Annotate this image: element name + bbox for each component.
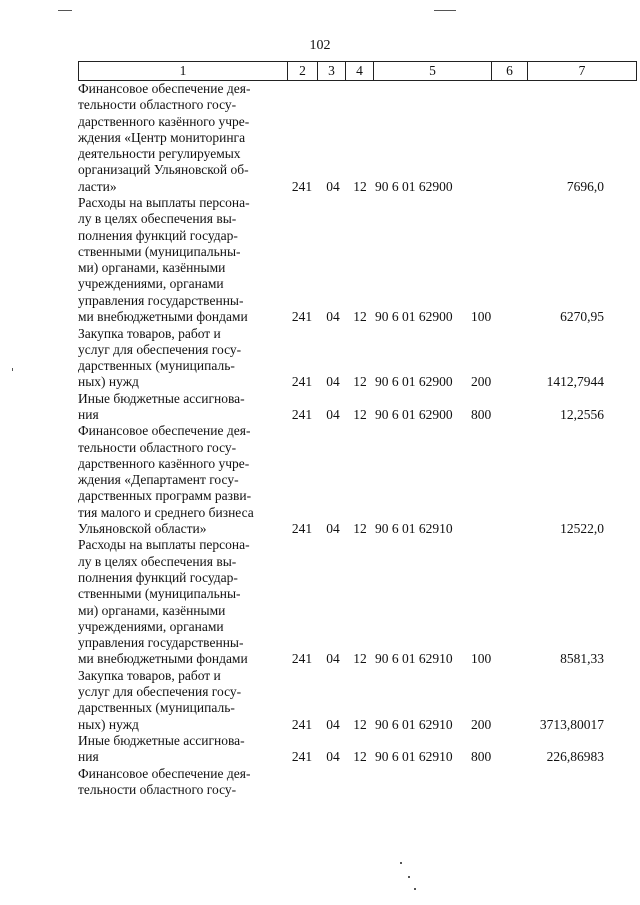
cell-amount: 1412,7944 <box>546 374 604 390</box>
cell-ministry: 241 <box>291 716 313 732</box>
row-description: Иные бюджетные ассигнова- ния <box>78 733 245 765</box>
header-col-2: 2 <box>288 62 318 81</box>
cell-amount: 12,2556 <box>560 406 604 422</box>
cell-subsection: 12 <box>353 716 367 732</box>
cell-target-article: 90 6 01 62900 <box>375 178 453 194</box>
cell-ministry: 241 <box>291 178 313 194</box>
cell-target-article: 90 6 01 62900 <box>375 374 453 390</box>
cell-target-article: 90 6 01 62900 <box>375 309 453 325</box>
cell-amount: 7696,0 <box>566 178 604 194</box>
row-description: Финансовое обеспечение дея- тельности областного госу- <box>78 765 251 797</box>
cell-ministry: 241 <box>291 521 313 537</box>
scan-mark-left <box>58 10 72 11</box>
cell-expense-type: 800 <box>471 749 492 765</box>
header-col-1: 1 <box>79 62 288 81</box>
cell-section: 04 <box>326 309 340 325</box>
cell-target-article: 90 6 01 62910 <box>375 651 453 667</box>
scan-speck <box>12 368 13 371</box>
cell-section: 04 <box>326 178 340 194</box>
cell-expense-type: 100 <box>471 309 492 325</box>
cell-target-article: 90 6 01 62910 <box>375 749 453 765</box>
cell-section: 04 <box>326 521 340 537</box>
cell-subsection: 12 <box>353 178 367 194</box>
cell-subsection: 12 <box>353 521 367 537</box>
row-description: Финансовое обеспечение дея- тельности областного госу- дарственного казённого учре- ждения «Центр мониторинга деятельности регулируемых организаций Ульяновской об- ласти» <box>78 81 251 194</box>
cell-expense-type: 800 <box>471 406 492 422</box>
cell-subsection: 12 <box>353 374 367 390</box>
row-description: Финансовое обеспечение дея- тельности областного госу- дарственного казённого учре- ждения «Департамент госу- дарственных программ разви- тия малого и среднего бизнеса Ульяновской области» <box>78 423 254 537</box>
scan-speck <box>400 862 402 864</box>
row-description: Закупка товаров, работ и услуг для обеспечения госу- дарственных (муниципаль- ных) нужд <box>78 667 242 732</box>
scan-speck <box>414 888 416 890</box>
cell-section: 04 <box>326 716 340 732</box>
header-col-3: 3 <box>318 62 346 81</box>
cell-amount: 12522,0 <box>560 521 604 537</box>
cell-target-article: 90 6 01 62910 <box>375 521 453 537</box>
cell-amount: 8581,33 <box>560 651 604 667</box>
cell-ministry: 241 <box>291 749 313 765</box>
scan-mark-right <box>434 10 456 11</box>
row-description: Расходы на выплаты персона- лу в целях обеспечения вы- полнения функций государ- ственными (муниципальны- ми) органами, казёнными учреждениями, органами управления государственны- ми внебюджетными фондами <box>78 537 250 667</box>
cell-target-article: 90 6 01 62910 <box>375 716 453 732</box>
header-col-5: 5 <box>374 62 492 81</box>
cell-ministry: 241 <box>291 309 313 325</box>
cell-section: 04 <box>326 749 340 765</box>
cell-subsection: 12 <box>353 651 367 667</box>
cell-section: 04 <box>326 651 340 667</box>
cell-expense-type: 100 <box>471 651 492 667</box>
row-description: Расходы на выплаты персона- лу в целях обеспечения вы- полнения функций государ- ственными (муниципальны- ми) органами, казёнными учреждениями, органами управления государственны- ми внебюджетными фондами <box>78 195 250 325</box>
cell-target-article: 90 6 01 62900 <box>375 406 453 422</box>
cell-subsection: 12 <box>353 309 367 325</box>
cell-section: 04 <box>326 406 340 422</box>
header-col-4: 4 <box>346 62 374 81</box>
cell-ministry: 241 <box>291 406 313 422</box>
cell-section: 04 <box>326 374 340 390</box>
header-col-6: 6 <box>492 62 528 81</box>
cell-amount: 3713,80017 <box>539 716 604 732</box>
cell-expense-type: 200 <box>471 374 492 390</box>
cell-subsection: 12 <box>353 749 367 765</box>
header-col-7: 7 <box>528 62 637 81</box>
row-description: Закупка товаров, работ и услуг для обеспечения госу- дарственных (муниципаль- ных) нужд <box>78 325 242 390</box>
scan-speck <box>408 876 410 878</box>
cell-amount: 226,86983 <box>546 749 604 765</box>
column-header-table <box>78 61 637 81</box>
row-description: Иные бюджетные ассигнова- ния <box>78 390 245 422</box>
cell-ministry: 241 <box>291 651 313 667</box>
cell-expense-type: 200 <box>471 716 492 732</box>
cell-subsection: 12 <box>353 406 367 422</box>
cell-amount: 6270,95 <box>560 309 604 325</box>
cell-ministry: 241 <box>291 374 313 390</box>
page-number: 102 <box>309 38 331 53</box>
